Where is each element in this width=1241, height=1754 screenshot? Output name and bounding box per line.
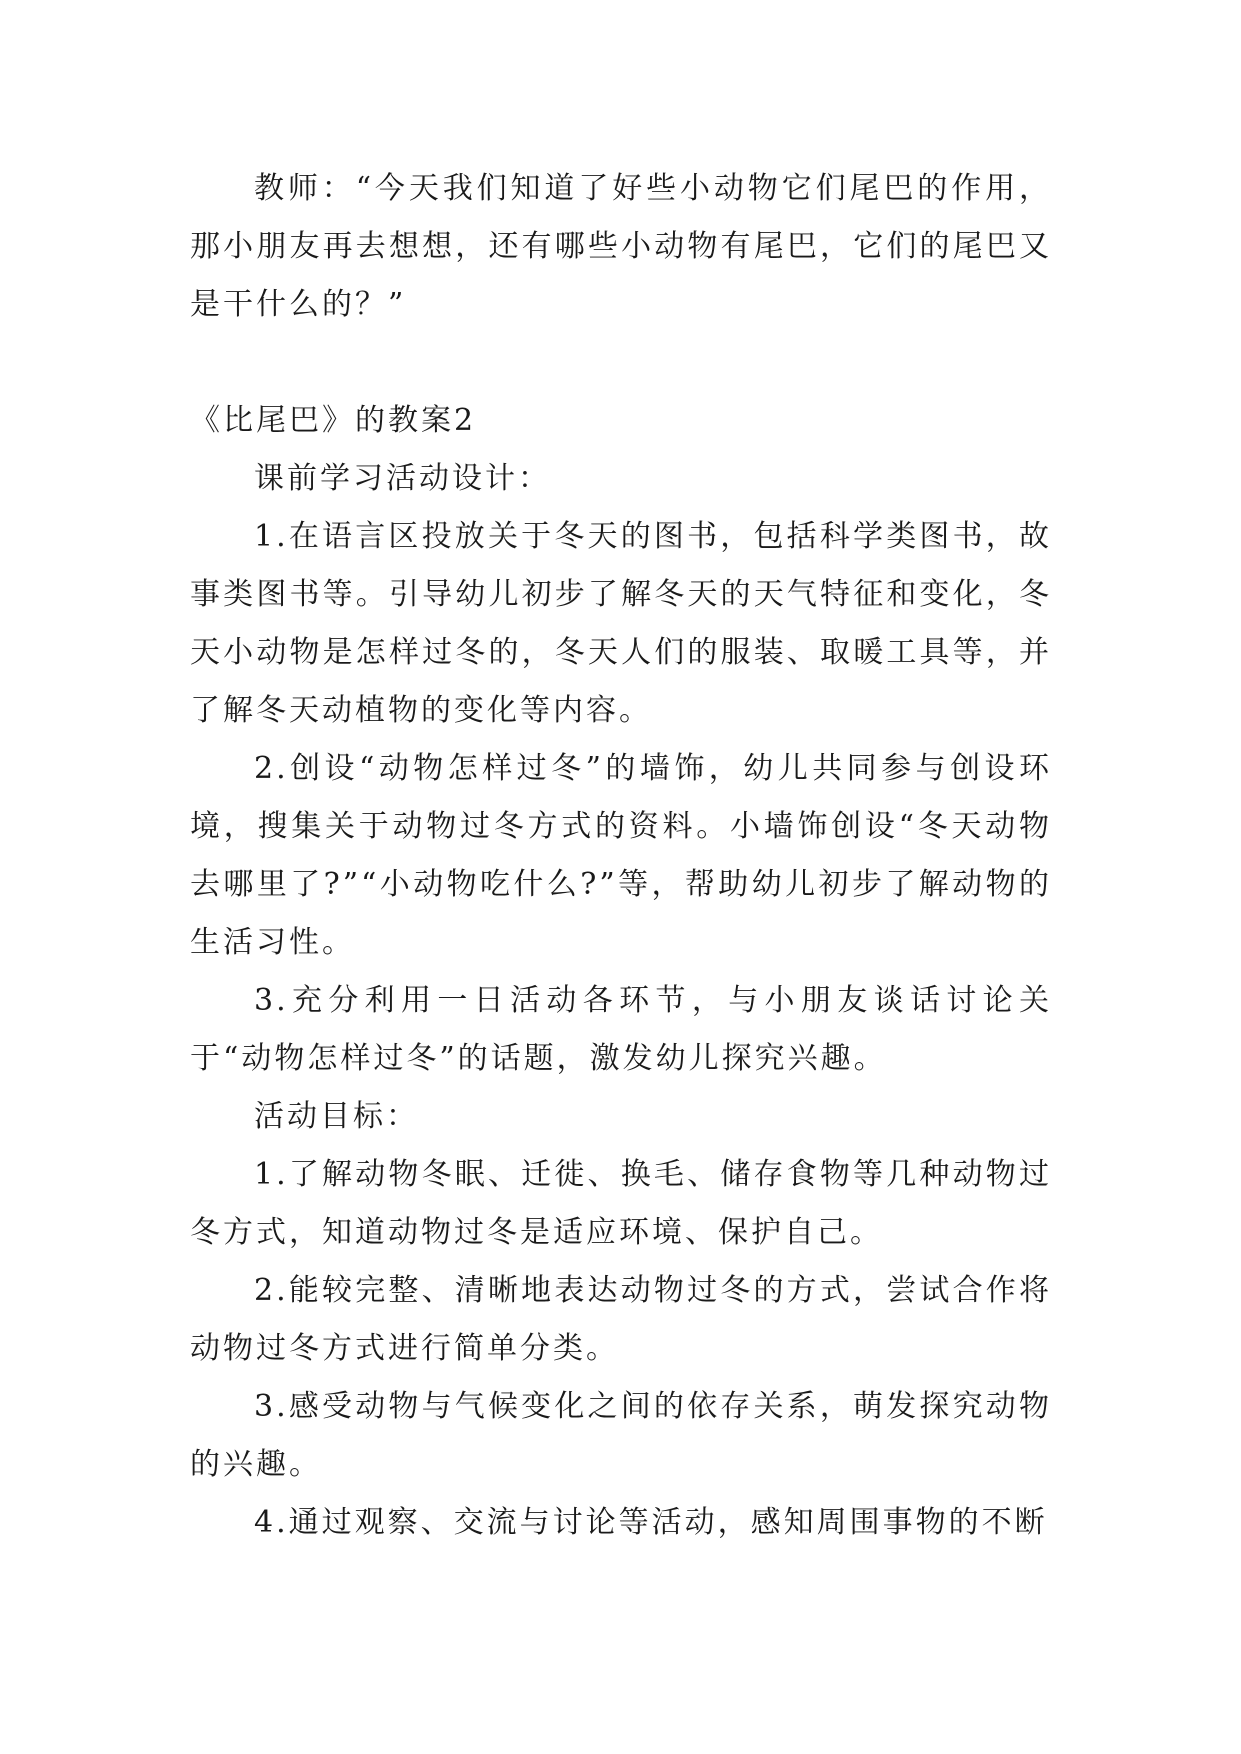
- intro-paragraph: 教师：“今天我们知道了好些小动物它们尾巴的作用，那小朋友再去想想，还有哪些小动物有尾巴，它们的尾巴又是干什么的？”: [190, 171, 1052, 322]
- paragraph-goal-3: 3.感受动物与气候变化之间的依存关系，萌发探究动物的兴趣。: [190, 1389, 1052, 1482]
- paragraph-goal-1: 1.了解动物冬眠、迁徙、换毛、储存食物等几种动物过冬方式，知道动物过冬是适应环境、保护自己。: [190, 1157, 1052, 1250]
- paragraph-goal-2: 2.能较完整、清晰地表达动物过冬的方式，尝试合作将动物过冬方式进行简单分类。: [190, 1273, 1052, 1366]
- section-title: 《比尾巴》的教案2: [190, 403, 477, 438]
- document-body: [190, 160, 1052, 1552]
- paragraph-goal-4: 4.通过观察、交流与讨论等活动，感知周围事物的不断: [254, 1505, 1048, 1540]
- paragraph-pre-activity-3: 3.充分利用一日活动各环节，与小朋友谈话讨论关于“动物怎样过冬”的话题，激发幼儿探究兴趣。: [190, 983, 1052, 1076]
- paragraph-pre-activity-2: 2.创设“动物怎样过冬”的墙饰，幼儿共同参与创设环境，搜集关于动物过冬方式的资料。小墙饰创设“冬天动物去哪里了?”“小动物吃什么?”等，帮助幼儿初步了解动物的生活习性。: [190, 751, 1052, 960]
- paragraph-goals-heading: 活动目标：: [254, 1099, 419, 1134]
- paragraph-pre-activity-1: 1.在语言区投放关于冬天的图书，包括科学类图书，故事类图书等。引导幼儿初步了解冬天的天气特征和变化，冬天小动物是怎样过冬的，冬天人们的服装、取暖工具等，并了解冬天动植物的变化等内容。: [190, 519, 1052, 728]
- paragraph-pre-activity-heading: 课前学习活动设计：: [254, 461, 551, 496]
